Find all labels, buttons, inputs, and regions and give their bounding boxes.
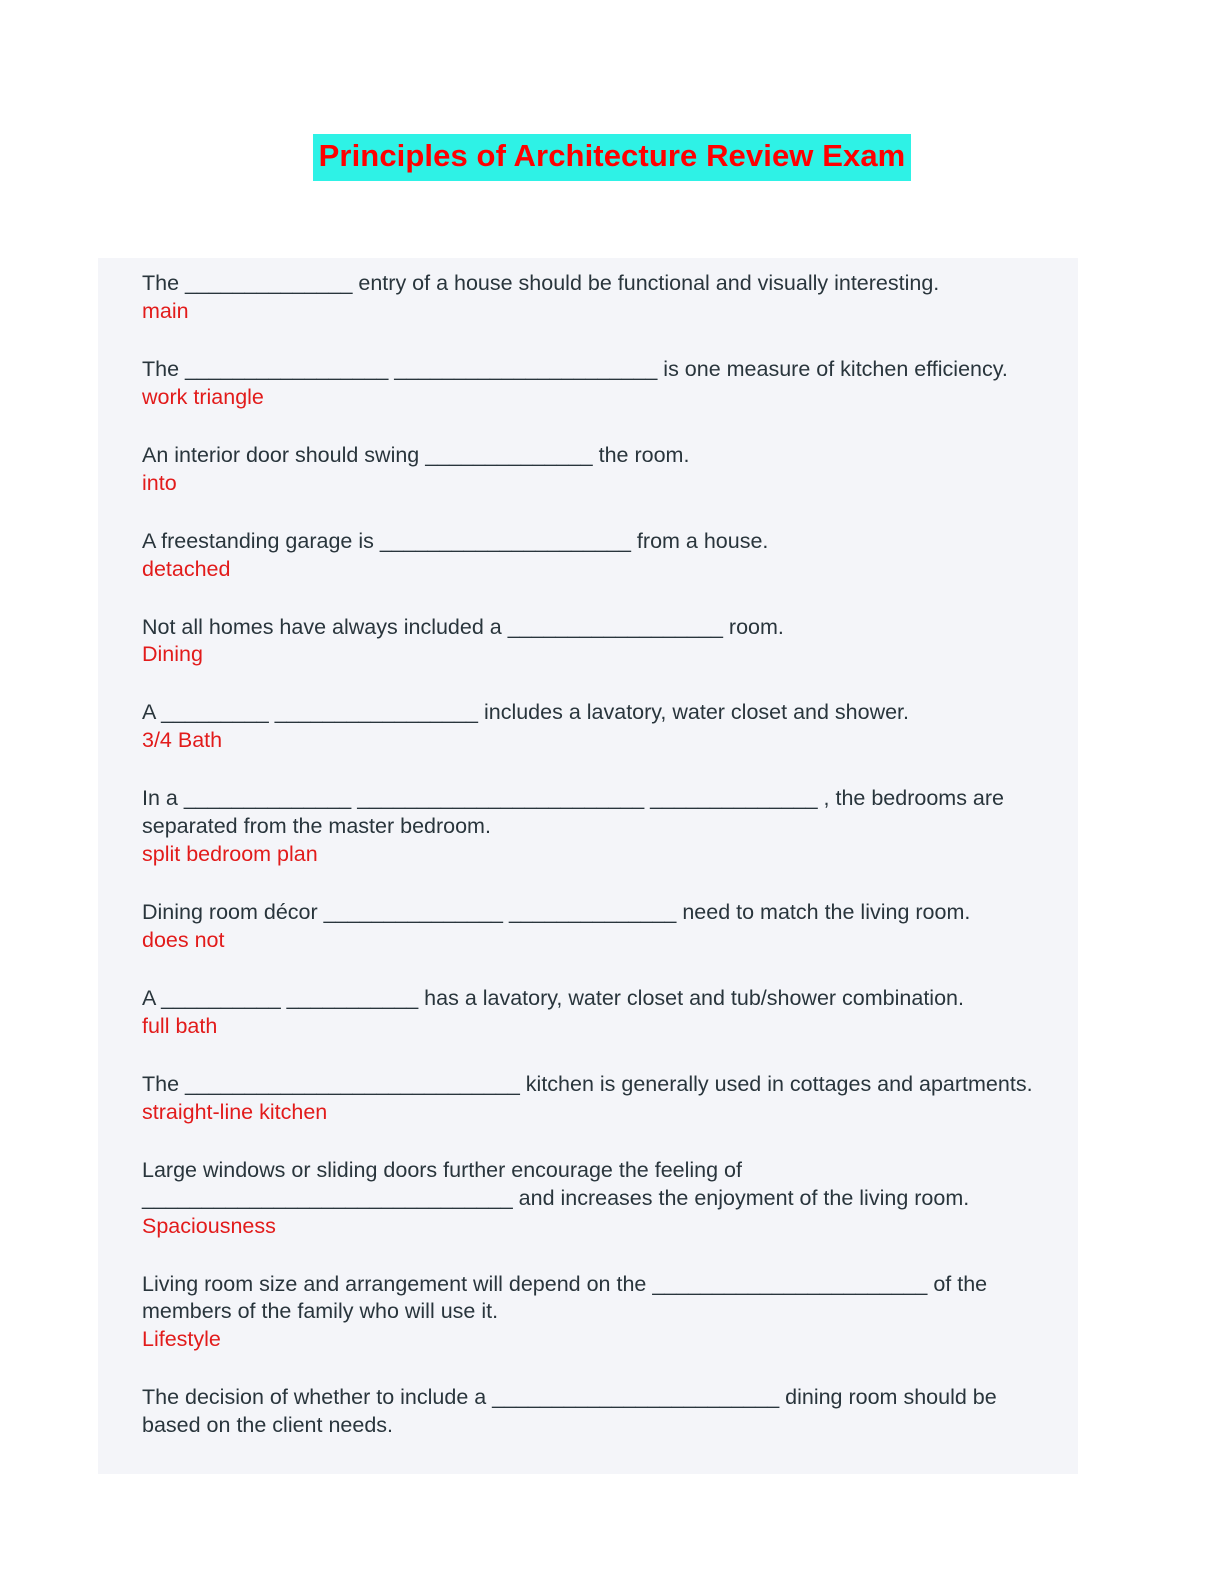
qa-item [98,270,1078,326]
answer-text: Dining [142,642,203,667]
answer-text: does not [142,928,225,952]
question-text: Dining room décor _______________ ______________ need to match the living room. [142,900,971,925]
question-text: Living room size and arrangement will depend on the _______________________ of the members of the family who will use it. [142,1271,988,1324]
question-text: A __________ ___________ has a lavatory, water closet and tub/shower combination. [142,985,964,1010]
qa-item [98,1071,1078,1127]
answer-text: detached [142,556,231,581]
exam-body [98,258,1078,1474]
answer-text: Lifestyle [142,1327,221,1352]
answer-text: split bedroom plan [142,842,318,867]
answer-text: work triangle [142,384,264,409]
page-title: Principles of Architecture Review Exam [313,134,912,181]
answer-text: full bath [142,1013,218,1038]
question-text: A freestanding garage is _____________________ from a house. [142,528,769,553]
answer-text: 3/4 Bath [142,728,223,753]
qa-item [98,442,1078,498]
question-text: In a ______________ ________________________ ______________ , the bedrooms are separated from the master bedroom. [142,786,1004,839]
question-text: A _________ _________________ includes a lavatory, water closet and shower. [142,700,910,725]
qa-item [98,899,1078,955]
question-text: Not all homes have always included a __________________ room. [142,614,784,639]
qa-item [98,699,1078,755]
body-bottom-spacer [98,1440,1078,1474]
question-text: The _________________ ______________________ is one measure of kitchen efficiency. [142,356,1008,381]
qa-item [98,985,1078,1041]
question-text: Large windows or sliding doors further encourage the feeling of _______________________________ and increases the enjoyment of the living room. [142,1157,970,1210]
qa-item [98,1157,1078,1241]
qa-item [98,614,1078,670]
qa-item [98,528,1078,584]
answer-text: into [142,470,177,495]
question-text: The ____________________________ kitchen is generally used in cottages and apartments. [142,1071,1033,1096]
qa-item [98,785,1078,869]
answer-text: main [142,298,189,323]
question-text: The decision of whether to include a ________________________ dining room should be based on the client needs. [142,1385,997,1438]
qa-item [98,1384,1078,1440]
question-text: The ______________ entry of a house should be functional and visually interesting. [142,271,940,295]
page-title-container [0,134,1224,181]
answer-text: Spaciousness [142,1213,276,1238]
qa-item [98,1271,1078,1355]
question-text: An interior door should swing ______________ the room. [142,442,690,467]
qa-item [98,356,1078,412]
answer-text: straight-line kitchen [142,1099,328,1124]
